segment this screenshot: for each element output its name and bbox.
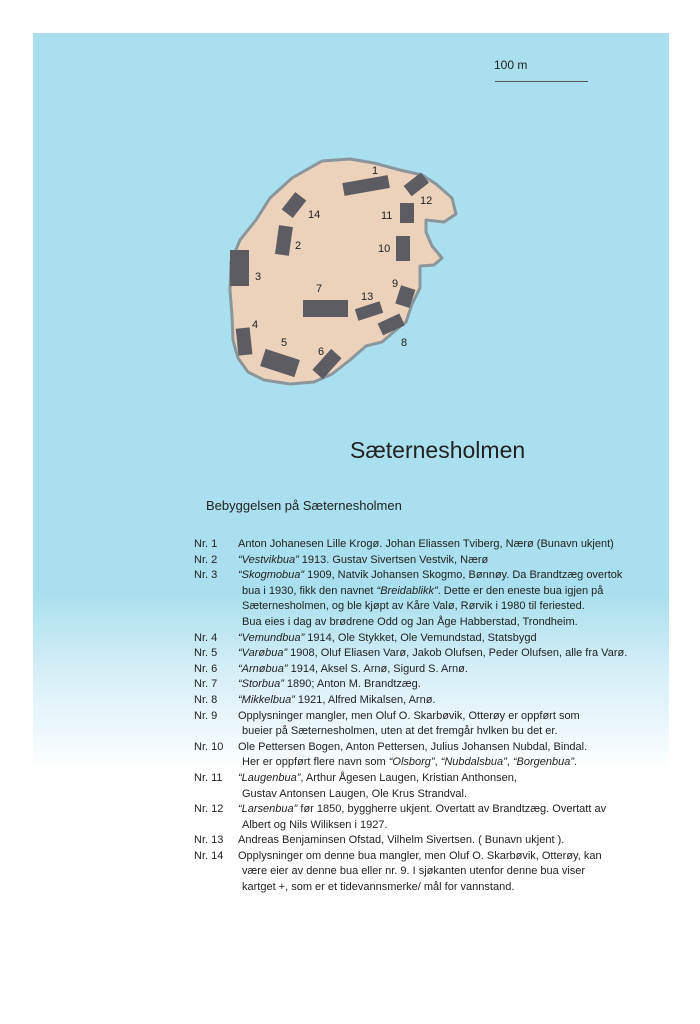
- list-entry: [194, 802, 664, 833]
- entry-text-line: være eier av denne bua eller nr. 9. I sjøkanten utenfor denne bua viser: [242, 865, 586, 878]
- list-entry: [194, 631, 664, 647]
- building-label-4: 4: [252, 319, 259, 331]
- list-entry: [194, 553, 664, 569]
- scale-label: 100 m: [494, 58, 528, 72]
- scale-line: [495, 81, 588, 82]
- entry-number: Nr. 10: [194, 740, 224, 753]
- building-10: [396, 236, 410, 261]
- list-entry: [194, 677, 664, 693]
- list-entry: [194, 646, 664, 662]
- list-heading: Bebyggelsen på Sæternesholmen: [206, 498, 402, 513]
- entry-number: Nr. 14: [194, 849, 224, 862]
- list-entry: [194, 740, 664, 771]
- map-title: Sæternesholmen: [350, 437, 526, 463]
- building-3: [230, 250, 249, 286]
- building-label-12: 12: [420, 195, 433, 207]
- building-7: [303, 300, 348, 317]
- entry-text-line: bueier på Sæternesholmen, uten at det fremgår hvlken bu det er.: [242, 725, 558, 738]
- building-label-9: 9: [392, 278, 399, 290]
- entry-number: Nr. 8: [194, 693, 218, 706]
- building-label-7: 7: [316, 283, 323, 295]
- list-entry: [194, 662, 664, 678]
- entry-text-line: “Vemundbua” 1914, Ole Stykket, Ole Vemundstad, Statsbygd: [238, 631, 537, 644]
- entry-text-line: Opplysninger om denne bua mangler, men Oluf O. Skarbøvik, Otterøy, kan: [238, 849, 602, 862]
- entry-text-line: Sæternesholmen, og ble kjøpt av Kåre Valø, Rørvik i 1980 til feriested.: [242, 600, 585, 613]
- entry-number: Nr. 12: [194, 803, 224, 816]
- building-label-2: 2: [295, 240, 302, 252]
- building-label-11: 11: [381, 210, 393, 222]
- entry-text-line: “Arnøbua” 1914, Aksel S. Arnø, Sigurd S. Arnø.: [238, 662, 468, 675]
- entry-number: Nr. 1: [194, 538, 218, 550]
- entry-text-line: Bua eies i dag av brødrene Odd og Jan Åge Habberstad, Trondheim.: [242, 615, 578, 628]
- entry-text-line: Opplysninger mangler, men Oluf O. Skarbøvik, Otterøy er oppført som: [238, 709, 580, 722]
- entry-text-line: Her er oppført flere navn som “Olsborg”, “Nubdalsbua”, “Borgenbua”.: [242, 756, 578, 769]
- list-entry: [194, 693, 664, 709]
- entry-text-line: bua i 1930, fikk den navnet “Breidablikk”. Dette er den eneste bua igjen på: [242, 584, 604, 597]
- list-entry: [194, 771, 664, 802]
- entry-text-line: Anton Johanesen Lille Krogø. Johan Eliassen Tviberg, Nærø (Bunavn ukjent): [238, 538, 614, 550]
- scale-bar: [494, 58, 590, 88]
- list-entry: [194, 833, 664, 849]
- entry-text-line: kartget +, som er et tidevannsmerke/ mål for vannstand.: [242, 881, 515, 894]
- entry-text-line: “Mikkelbua” 1921, Alfred Mikalsen, Arnø.: [238, 693, 436, 706]
- entry-number: Nr. 11: [194, 771, 223, 784]
- building-label-5: 5: [281, 337, 288, 349]
- building-11: [400, 203, 414, 223]
- building-4: [236, 327, 253, 355]
- entry-text-line: “Skogmobua” 1909, Natvik Johansen Skogmo, Bønnøy. Da Brandtzæg overtok: [238, 569, 623, 582]
- entry-number: Nr. 7: [194, 678, 218, 691]
- entry-text-line: “Larsenbua” før 1850, byggherre ukjent. Overtatt av Brandtzæg. Overtatt av: [238, 803, 607, 816]
- building-label-6: 6: [318, 346, 325, 358]
- island-shape: [230, 159, 456, 384]
- list-entry: [194, 537, 664, 553]
- entry-number: Nr. 13: [194, 834, 224, 847]
- building-label-14: 14: [308, 209, 321, 221]
- entry-number: Nr. 5: [194, 647, 218, 660]
- entry-text-line: “Laugenbua”, Arthur Ågesen Laugen, Kristian Anthonsen,: [238, 771, 517, 784]
- entry-number: Nr. 4: [194, 631, 218, 644]
- list-entry: [194, 568, 664, 630]
- list-entry: [194, 709, 664, 740]
- building-label-1: 1: [372, 165, 379, 177]
- building-label-8: 8: [401, 337, 408, 349]
- building-label-10: 10: [378, 243, 391, 255]
- entry-number: Nr. 3: [194, 569, 218, 582]
- building-label-13: 13: [361, 291, 374, 303]
- entry-text-line: Gustav Antonsen Laugen, Ole Krus Strandval.: [242, 787, 468, 800]
- building-entry-list: [194, 537, 664, 896]
- entry-number: Nr. 2: [194, 553, 218, 566]
- building-label-3: 3: [255, 271, 262, 283]
- entry-number: Nr. 9: [194, 709, 218, 722]
- entry-text-line: Albert og Nils Wiliksen i 1927.: [242, 818, 388, 831]
- entry-text-line: Ole Pettersen Bogen, Anton Pettersen, Julius Johansen Nubdal, Bindal.: [238, 740, 588, 753]
- list-entry: [194, 849, 664, 896]
- entry-text-line: “Vestvikbua” 1913. Gustav Sivertsen Vestvik, Nærø: [238, 553, 489, 566]
- entry-number: Nr. 6: [194, 662, 218, 675]
- entry-text-line: “Varøbua” 1908, Oluf Eliasen Varø, Jakob Olufsen, Peder Olufsen, alle fra Varø.: [238, 647, 628, 660]
- entry-text-line: “Storbua” 1890; Anton M. Brandtzæg.: [238, 678, 421, 691]
- entry-text-line: Andreas Benjaminsen Ofstad, Vilhelm Sivertsen. ( Bunavn ukjent ).: [238, 834, 565, 847]
